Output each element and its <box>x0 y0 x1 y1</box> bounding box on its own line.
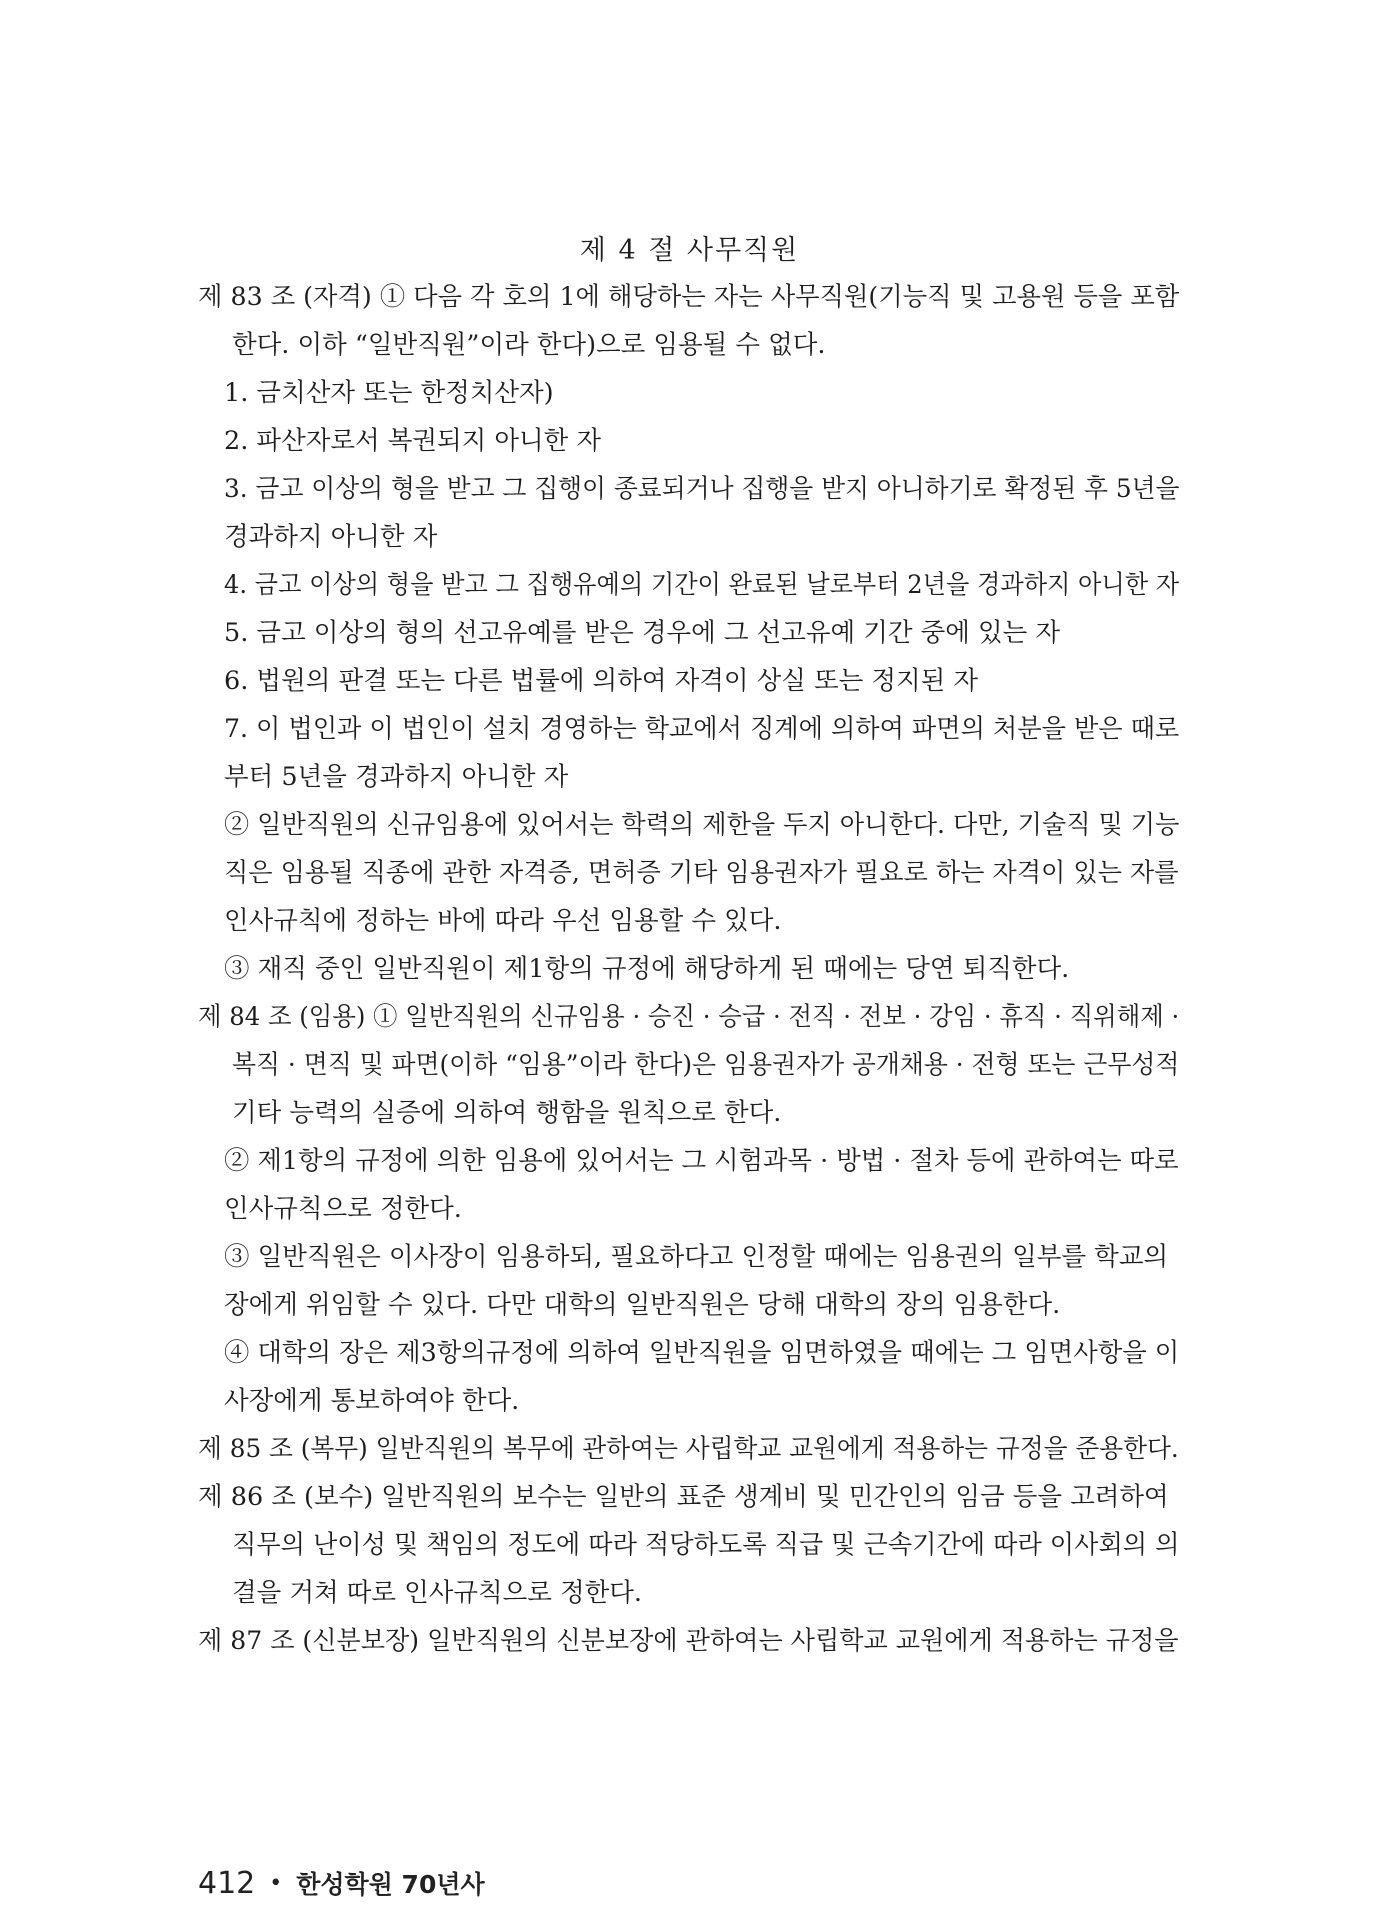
article-84-para-3-line-1: ③ 일반직원은 이사장이 임용하되, 필요하다고 인정할 때에는 임용권의 일부를 학교의 <box>224 1242 1169 1272</box>
item-4: 4. 금고 이상의 형을 받고 그 집행유예의 기간이 완료된 날로부터 2년을 경과하지 아니한 자 <box>224 570 1180 600</box>
article-84-line-2: 복직 · 면직 및 파면(이하 “임용”이라 한다)은 임용권자가 공개채용 · 전형 또는 근무성적 <box>232 1050 1180 1080</box>
article-86-line-1: 제 86 조 (보수) 일반직원의 보수는 일반의 표준 생계비 및 민간인의 임금 등을 고려하여 <box>198 1482 1169 1512</box>
section-title: 제 4 절 사무직원 <box>579 235 800 266</box>
article-83-para-2-line-1: ② 일반직원의 신규임용에 있어서는 학력의 제한을 두지 아니한다. 다만, 기술직 및 기능 <box>224 810 1180 840</box>
article-83-para-3: ③ 재직 중인 일반직원이 제1항의 규정에 해당하게 된 때에는 당연 퇴직한다. <box>224 954 1070 984</box>
item-5: 5. 금고 이상의 형의 선고유예를 받은 경우에 그 선고유예 기간 중에 있는 자 <box>224 618 1060 648</box>
page-footer <box>198 1865 485 1901</box>
article-83-para-2-line-2: 직은 임용될 직종에 관한 자격증, 면허증 기타 임용권자가 필요로 하는 자격이 있는 자를 <box>224 858 1179 888</box>
item-1: 1. 금치산자 또는 한정치산자) <box>224 378 554 408</box>
article-83-para-2-line-3: 인사규칙에 정하는 바에 따라 우선 임용할 수 있다. <box>224 906 782 936</box>
article-83-line-1: 제 83 조 (자격) ① 다음 각 호의 1에 해당하는 자는 사무직원(기능직 및 고용원 등을 포함 <box>198 282 1180 312</box>
article-84-line-1: 제 84 조 (임용) ① 일반직원의 신규임용 · 승진 · 승급 · 전직 · 전보 · 강임 · 휴직 · 직위해제 · <box>198 1002 1180 1032</box>
item-7-line-2: 부터 5년을 경과하지 아니한 자 <box>224 762 569 792</box>
page-number: 412 <box>198 1866 256 1901</box>
item-6: 6. 법원의 판결 또는 다른 법률에 의하여 자격이 상실 또는 정지된 자 <box>224 666 978 696</box>
article-85: 제 85 조 (복무) 일반직원의 복무에 관하여는 사립학교 교원에게 적용하는 규정을 준용한다. <box>198 1434 1179 1464</box>
article-86-line-3: 결을 거쳐 따로 인사규칙으로 정한다. <box>232 1578 643 1608</box>
bullet-separator: • <box>269 1871 283 1896</box>
item-7-line-1: 7. 이 법인과 이 법인이 설치 경영하는 학교에서 징계에 의하여 파면의 처분을 받은 때로 <box>224 714 1180 744</box>
article-84-para-2-line-1: ② 제1항의 규정에 의한 임용에 있어서는 그 시험과목 · 방법 · 절차 등에 관하여는 따로 <box>224 1146 1179 1176</box>
article-84-para-4-line-1: ④ 대학의 장은 제3항의규정에 의하여 일반직원을 임면하였을 때에는 그 임면사항을 이 <box>224 1338 1180 1368</box>
article-84-para-2-line-2: 인사규칙으로 정한다. <box>224 1194 462 1224</box>
book-title: 한성학원 70년사 <box>296 1870 485 1899</box>
article-87-line-1: 제 87 조 (신분보장) 일반직원의 신분보장에 관하여는 사립학교 교원에게 적용하는 규정을 <box>198 1626 1179 1656</box>
article-84-line-3: 기타 능력의 실증에 의하여 행함을 원칙으로 한다. <box>232 1098 782 1128</box>
article-84-para-4-line-2: 사장에게 통보하여야 한다. <box>224 1386 520 1416</box>
item-2: 2. 파산자로서 복권되지 아니한 자 <box>224 426 601 456</box>
article-83-line-2: 한다. 이하 “일반직원”이라 한다)으로 임용될 수 없다. <box>232 330 826 360</box>
item-3-line-1: 3. 금고 이상의 형을 받고 그 집행이 종료되거나 집행을 받지 아니하기로 확정된 후 5년을 <box>224 474 1180 504</box>
article-84-para-3-line-2: 장에게 위임할 수 있다. 다만 대학의 일반직원은 당해 대학의 장의 임용한다. <box>224 1290 1061 1320</box>
item-3-line-2: 경과하지 아니한 자 <box>224 522 438 552</box>
article-86-line-2: 직무의 난이성 및 책임의 정도에 따라 적당하도록 직급 및 근속기간에 따라 이사회의 의 <box>232 1530 1180 1560</box>
